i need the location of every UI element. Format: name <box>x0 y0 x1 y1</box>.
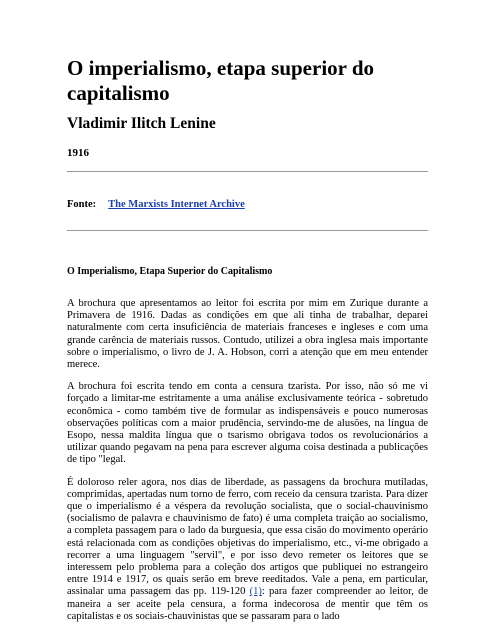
divider-bottom <box>67 230 428 231</box>
footnote-link[interactable]: (1) <box>249 586 262 598</box>
source-link[interactable]: The Marxists Internet Archive <box>108 199 245 210</box>
publication-year: 1916 <box>67 147 89 159</box>
section-subtitle: O Imperialismo, Etapa Superior do Capitalismo <box>67 266 273 277</box>
document-title: O imperialismo, etapa superior do capitalismo <box>67 56 375 105</box>
paragraph-3-text: É doloroso reler agora, nos dias de liberdade, as passagens da brochura mutiladas, comprimidas, apertadas num torno de ferro, com receio da censura tzarista. Para dizer que o imperialismo é a véspera da revolução socialista, que o social-chauvinismo (socialismo de palavra e chauvinismo de fato) é uma completa traição ao socialismo, a completa passagem para o lado da burguesia, que essa cisão do movimento operário está relacionada com as condições objetivas do imperialismo, etc., vi-me obrigado a recorrer a uma linguagem "servil", e por isso devo remeter os leitores que se interessem pelo problema para a coleção dos artigos que publiquei no estrangeiro entre 1914 e 1917, os quais serão em breve reeditados. Vale a pena, em particular, assinalar uma passagem das pp. 119-120 <box>67 476 428 598</box>
paragraph-3 <box>67 477 428 623</box>
source-label: Fonte: <box>67 199 97 210</box>
author-name: Vladimir Ilitch Lenine <box>67 115 216 132</box>
paragraph-1: A brochura que apresentamos ao leitor foi escrita por mim em Zurique durante a Primavera de 1916. Dadas as condições em que ali tinha de trabalhar, deparei naturalmente com certa insuficiência de materiais franceses e ingleses e com uma grande carência de materiais russos. Contudo, utilizei a obra inglesa mais importante sobre o imperialismo, o livro de J. A. Hobson, corri a atenção que em meu entender merece. <box>67 298 428 371</box>
divider-top <box>67 171 428 172</box>
paragraph-2: A brochura foi escrita tendo em conta a censura tzarista. Por isso, não só me vi forçado a limitar-me estritamente a uma análise exclusivamente teórica - sobretudo econômica - como também tive de formular as indispensáveis e pouco numerosas observações políticas com a maior prudência, servindo-me de alusões, na língua de Esopo, nessa maldita língua que o tsarismo obrigava todos os revolucionários a utilizar quando pegavam na pena para escrever alguma coisa destinada a publicações de tipo "legal. <box>67 381 428 466</box>
paragraph-3-continuation: : para fazer compreender ao leitor, de maneira a ser aceite pela censura, a forma indecorosa de mentir que têm os capitalistas e os sociais-chauvinistas que se passaram para o lado <box>67 586 428 622</box>
document-body <box>67 298 428 633</box>
source-line <box>67 199 245 210</box>
